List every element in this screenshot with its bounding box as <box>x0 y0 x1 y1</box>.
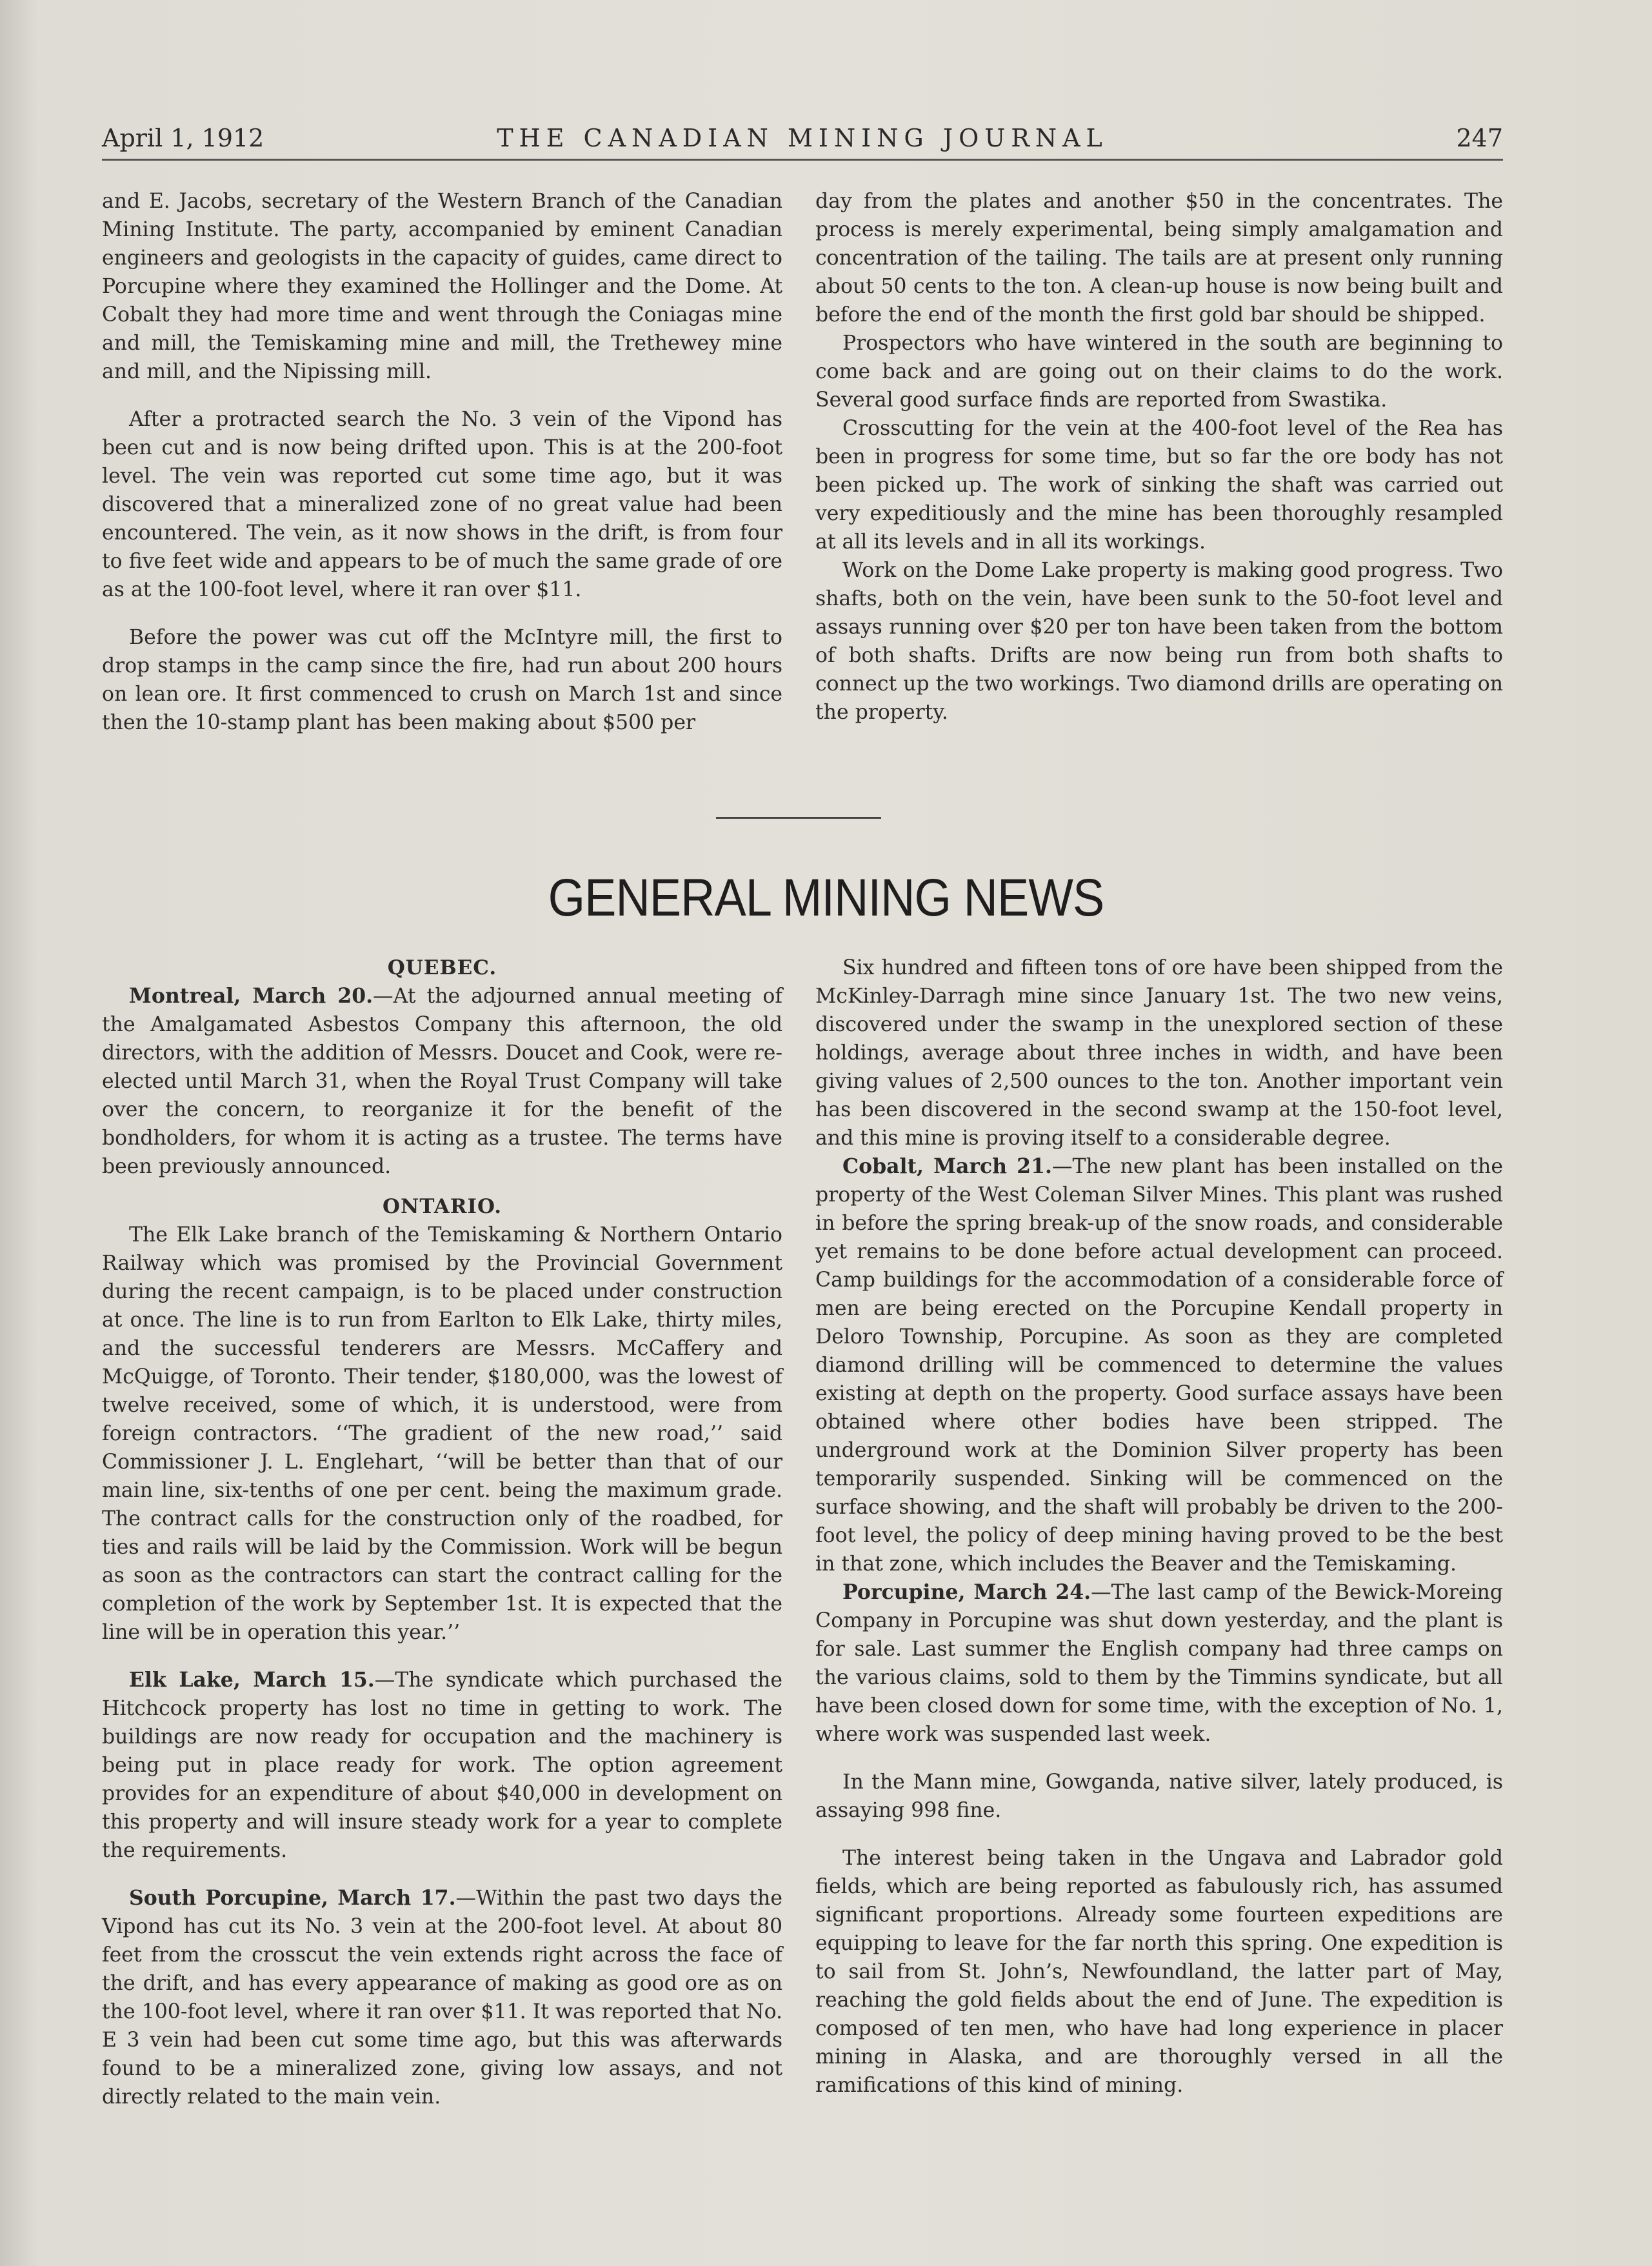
paragraph: Six hundred and fifteen tons of ore have been shipped from the McKinley-Darragh mine since January 1st. The two new veins, discovered under the swamp in the unexplored section of these holdings, average about three inches in width, and have been giving values of 2,500 ounces to the ton. Another important vein has been discovered in the second swamp at the 150-foot level, and this mine is proving itself to a considerable degree. <box>815 956 1503 1150</box>
paragraph <box>102 982 782 1181</box>
paragraph <box>102 1884 782 2111</box>
top-left-column <box>102 187 782 737</box>
running-header <box>102 123 1503 161</box>
paragraph: After a protracted search the No. 3 vein of the Vipond has been cut and is now being drifted upon. This is at the 200-foot level. The vein was reported cut some time ago, but it was discovered that a mineralized zone of no great value had been encountered. The vein, as it now shows in the drift, is from four to five feet wide and appears to be of much the same grade of ore as at the 100-foot level, where it ran over $11. <box>102 408 782 601</box>
lower-left-column <box>102 954 782 2111</box>
paragraph-text: —The syndicate which purchased the Hitchcock property has lost no time in getting to work. The buildings are now ready for occupation and the machinery is being put in place ready for work. The option agreement provides for an expenditure of about $40,000 in development on this property and will insure steady work for a year to complete the requirements. <box>102 1669 782 1862</box>
paragraph <box>815 1152 1503 1578</box>
dateline: Elk Lake, March 15. <box>129 1668 375 1692</box>
paragraph: and E. Jacobs, secretary of the Western Branch of the Canadian Mining Institute. The party, accompanied by eminent Canadian engineers and geologists in the capacity of guides, came direct to Porcupine where they examined the Hollinger and the Dome. At Cobalt they had more time and went through the Coniagas mine and mill, the Temiskaming mine and mill, the Trethewey mine and mill, and the Nipissing mill. <box>102 190 782 383</box>
paragraph-text: —Within the past two days the Vipond has cut its No. 3 vein at the 200-foot level. At about 80 feet from the crosscut the vein extends right across the face of the drift, and has every appearance of making as good ore as on the 100-foot level, where it ran over $11. It was reported that No. E 3 vein had been cut some time ago, but this was afterwards found to be a mineralized zone, giving low assays, and not directly related to the main vein. <box>102 1887 782 2109</box>
section-divider <box>716 817 881 819</box>
dateline: Porcupine, March 24. <box>842 1580 1091 1604</box>
paragraph: In the Mann mine, Gowganda, native silver, lately produced, is assaying 998 fine. <box>815 1770 1503 1822</box>
lower-right-column <box>815 954 1503 2100</box>
paragraph: day from the plates and another $50 in the concentrates. The process is merely experimental, being simply amalgamation and concentration of the tailing. The tails are at present only running about 50 cents to the ton. A clean-up house is now being built and before the end of the month the first gold bar should be shipped. <box>815 190 1503 326</box>
page-number: 247 <box>1456 124 1503 152</box>
ontario-heading: ONTARIO. <box>382 1195 502 1218</box>
paragraph-text: —At the adjourned annual meeting of the Amalgamated Asbestos Company this afternoon, the old directors, with the addition of Messrs. Doucet and Cook, were re-elected until March 31, when the Royal Trust Company will take over the concern, to reorganize it for the benefit of the bondholders, for whom it is acting as a trustee. The terms have been previously announced. <box>102 985 782 1178</box>
paragraph: The interest being taken in the Ungava and Labrador gold fields, which are being reported as fabulously rich, has assumed significant proportions. Already some fourteen expeditions are equipping to leave for the far north this spring. One expedition is to sail from St. John’s, Newfoundland, the latter part of May, reaching the gold fields about the end of June. The expedition is composed of ten men, who have had long experience in placer mining in Alaska, and are thoroughly versed in all the ramifications of this kind of mining. <box>815 1847 1503 2097</box>
paragraph-text: —The last camp of the Bewick-Moreing Company in Porcupine was shut down yesterday, and the plant is for sale. Last summer the English company had three camps on the various claims, sold to them by the Timmins syndicate, but all have been closed down for some time, with the exception of No. 1, where work was suspended last week. <box>815 1581 1503 1746</box>
paragraph: Prospectors who have wintered in the south are beginning to come back and are going out on their claims to do the work. Several good surface finds are reported from Swastika. <box>815 332 1503 412</box>
paragraph <box>815 1578 1503 1749</box>
paragraph: Before the power was cut off the McIntyre mill, the first to drop stamps in the camp since the fire, had run about 200 hours on lean ore. It first commenced to crush on March 1st and since then the 10-stamp plant has been making about $500 per <box>102 626 782 734</box>
issue-date: April 1, 1912 <box>102 124 264 152</box>
quebec-heading: QUEBEC. <box>387 956 497 979</box>
paragraph: Work on the Dome Lake property is making good progress. Two shafts, both on the vein, have been sunk to the 50-foot level and assays running over $20 per ton have been taken from the bottom of both shafts. Drifts are now being run from both shafts to connect up the two workings. Two diamond drills are operating on the property. <box>815 559 1503 724</box>
section-title: GENERAL MINING NEWS <box>548 868 1104 927</box>
dateline: Montreal, March 20. <box>129 984 373 1008</box>
dateline: Cobalt, March 21. <box>842 1154 1052 1178</box>
paragraph: The Elk Lake branch of the Temiskaming & Northern Ontario Railway which was promised by the Provincial Government during the recent campaign, is to be placed under construction at once. The line is to run from Earlton to Elk Lake, thirty miles, and the successful tenderers are Messrs. McCaffery and McQuigge, of Toronto. Their tender, $180,000, was the lowest of twelve received, some of which, it is understood, were from foreign contractors. ‘‘The gradient of the new road,’’ said Commissioner J. L. Englehart, ‘‘will be better than that of our main line, six-tenths of one per cent. being the maximum grade. The contract calls for the construction only of the roadbed, for ties and rails will be laid by the Commission. Work will be begun as soon as the contractors can start the contract calling for the completion of the work by September 1st. It is expected that the line will be in operation this year.’’ <box>102 1223 782 1644</box>
dateline: South Porcupine, March 17. <box>129 1886 456 1910</box>
paragraph: Crosscutting for the vein at the 400-foot level of the Rea has been in progress for some time, but so far the ore body has not been picked up. The work of sinking the shaft was carried out very expeditiously and the mine has been thoroughly resampled at all its levels and in all its workings. <box>815 417 1503 554</box>
paragraph-text: —The new plant has been installed on the property of the West Coleman Silver Mines. This plant was rushed in before the spring break-up of the snow roads, and considerable yet remains to be done before actual development can proceed. Camp buildings for the accommodation of a considerable force of men are being erected on the Porcupine Kendall property in Deloro Township, Porcupine. As soon as they are completed diamond drilling will be commenced to determine the values existing at depth on the property. Good surface assays have been obtained where other bodies have been stripped. The underground work at the Dominion Silver property has been temporarily suspended. Sinking will be commenced on the surface showing, and the shaft will probably be driven to the 200-foot level, the policy of deep mining having proved to be the best in that zone, which includes the Beaver and the Temiskaming. <box>815 1155 1503 1576</box>
paragraph <box>102 1666 782 1865</box>
journal-title: THE CANADIAN MINING JOURNAL <box>497 124 1108 152</box>
top-right-column <box>815 187 1503 727</box>
